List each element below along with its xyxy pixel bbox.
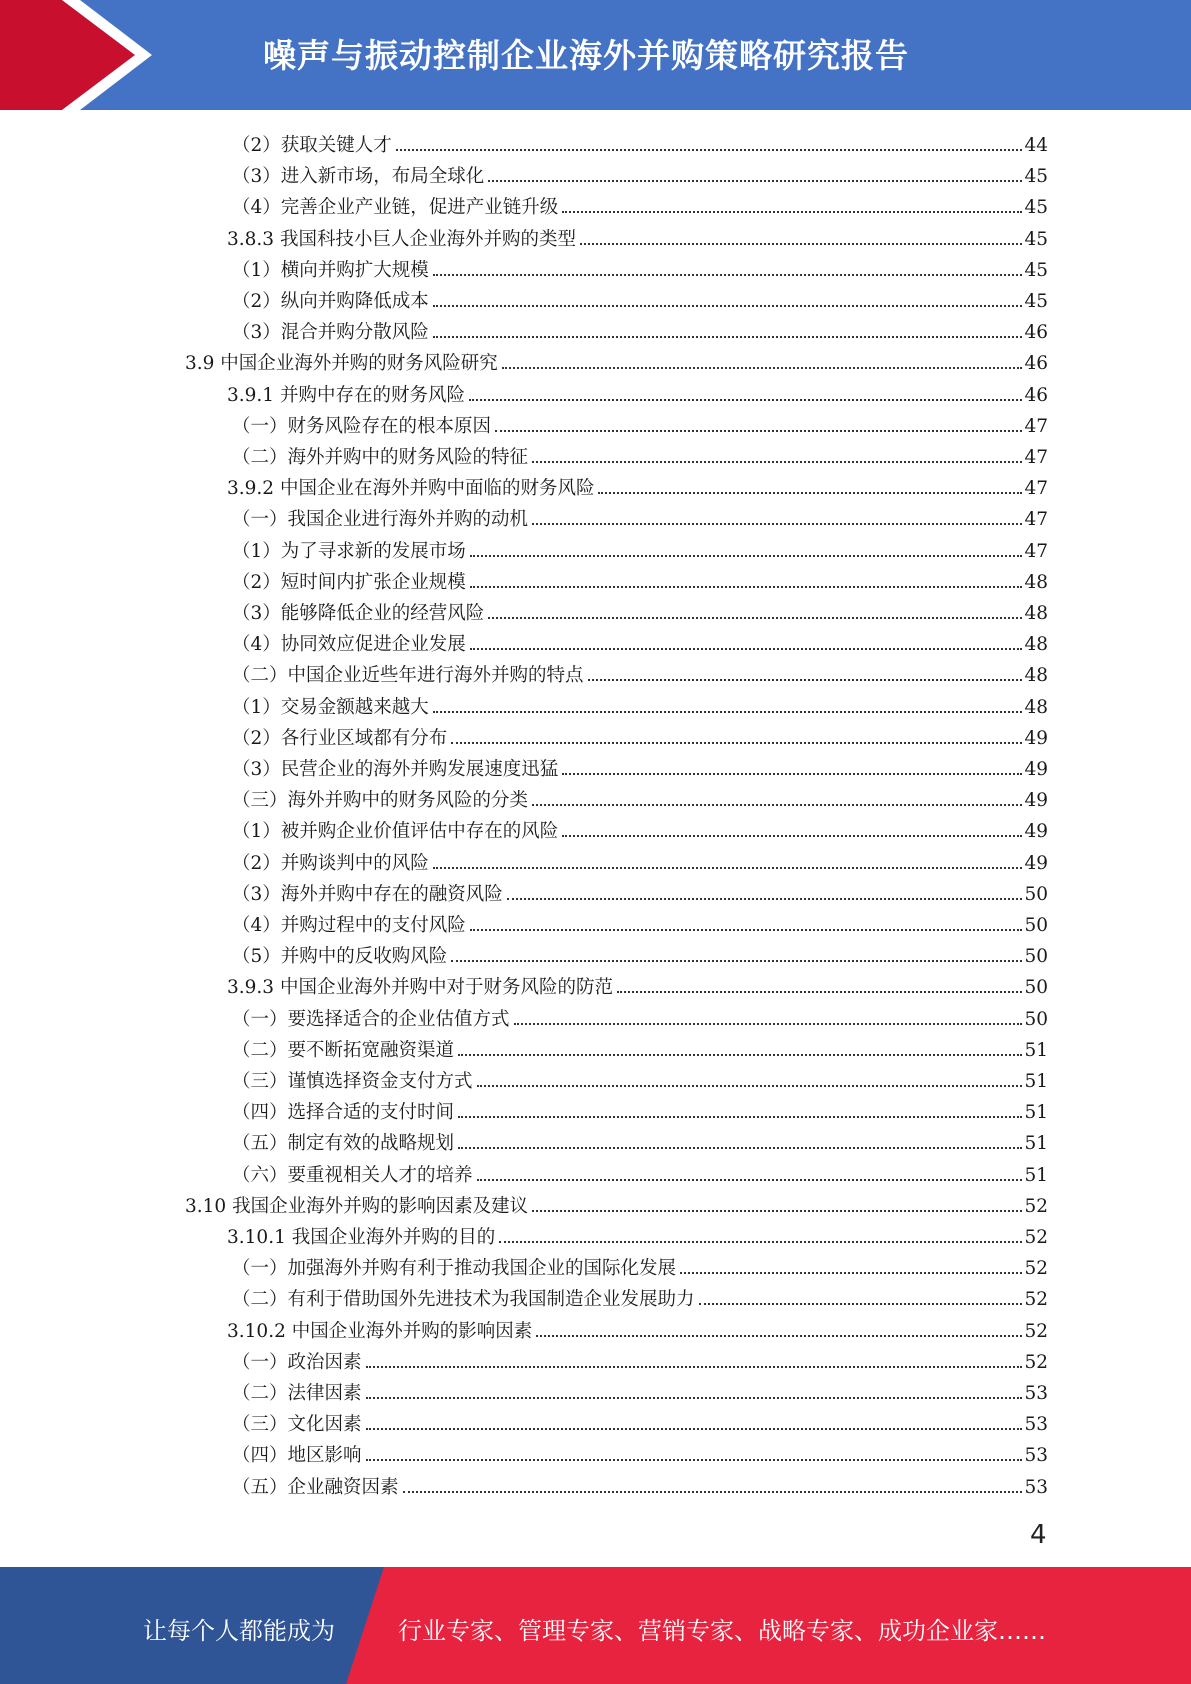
toc-entry-title: （一）财务风险存在的根本原因 bbox=[232, 415, 492, 437]
toc-entry-title: （2）并购谈判中的风险 bbox=[232, 852, 429, 874]
toc-dot-leader bbox=[532, 461, 1022, 463]
toc-entry[interactable] bbox=[232, 656, 1048, 687]
toc-entry-title: （五）企业融资因素 bbox=[232, 1476, 399, 1498]
toc-entry[interactable] bbox=[232, 937, 1048, 968]
toc-entry-title: （一）我国企业进行海外并购的动机 bbox=[232, 509, 529, 531]
toc-entry-page: 51 bbox=[1024, 1071, 1048, 1092]
toc-entry[interactable] bbox=[232, 844, 1048, 875]
toc-entry-page: 53 bbox=[1024, 1414, 1048, 1436]
toc-entry-page: 48 bbox=[1024, 696, 1048, 718]
toc-dot-leader bbox=[366, 1459, 1023, 1461]
toc-entry-title: （1）横向并购扩大规模 bbox=[232, 259, 429, 281]
toc-entry-title: （1）被并购企业价值评估中存在的风险 bbox=[232, 821, 559, 843]
toc-dot-leader bbox=[580, 243, 1022, 245]
toc-entry-title: （三）海外并购中的财务风险的分类 bbox=[232, 790, 529, 812]
toc-entry-title: （1）交易金额越来越大 bbox=[232, 696, 429, 718]
toc-entry-page: 49 bbox=[1024, 727, 1048, 749]
toc-dot-leader bbox=[562, 773, 1022, 775]
toc-dot-leader bbox=[495, 430, 1022, 432]
toc-entry-title: （3）能够降低企业的经营风险 bbox=[232, 603, 485, 624]
toc-entry-page: 48 bbox=[1024, 571, 1048, 593]
toc-entry[interactable] bbox=[232, 1405, 1048, 1436]
toc-dot-leader bbox=[396, 149, 1023, 151]
toc-entry[interactable] bbox=[232, 906, 1048, 937]
toc-dot-leader bbox=[499, 1241, 1022, 1243]
toc-entry-page: 46 bbox=[1024, 353, 1048, 375]
toc-dot-leader bbox=[451, 742, 1022, 744]
toc-dot-leader bbox=[488, 180, 1022, 182]
toc-entry-page: 45 bbox=[1024, 259, 1048, 281]
toc-dot-leader bbox=[617, 991, 1022, 993]
toc-entry[interactable] bbox=[232, 500, 1048, 531]
toc-dot-leader bbox=[514, 1023, 1023, 1025]
toc-entry-title: （三）谨慎选择资金支付方式 bbox=[232, 1071, 473, 1092]
toc-entry-page: 47 bbox=[1024, 540, 1048, 562]
toc-entry[interactable] bbox=[185, 1187, 1048, 1218]
toc-entry-title: （3）海外并购中存在的融资风险 bbox=[232, 883, 503, 905]
toc-entry[interactable] bbox=[232, 719, 1048, 750]
toc-dot-leader bbox=[502, 367, 1023, 369]
toc-entry-page: 46 bbox=[1024, 322, 1048, 344]
toc-entry-title: （一）政治因素 bbox=[232, 1351, 362, 1373]
toc-entry[interactable] bbox=[232, 1249, 1048, 1280]
toc-entry-page: 47 bbox=[1024, 478, 1048, 500]
toc-entry-page: 52 bbox=[1024, 1195, 1048, 1217]
toc-entry-page: 50 bbox=[1024, 1008, 1048, 1030]
toc-entry-page: 51 bbox=[1024, 1164, 1048, 1186]
toc-dot-leader bbox=[469, 399, 1022, 401]
toc-entry-title: （一）要选择适合的企业估值方式 bbox=[232, 1008, 510, 1030]
toc-entry-title: （3）民营企业的海外并购发展速度迅猛 bbox=[232, 759, 559, 780]
toc-entry-page: 47 bbox=[1024, 447, 1048, 468]
toc-dot-leader bbox=[366, 1397, 1023, 1399]
toc-entry-page: 53 bbox=[1024, 1383, 1048, 1404]
toc-entry-page: 52 bbox=[1024, 1227, 1048, 1248]
toc-entry[interactable] bbox=[232, 532, 1048, 563]
toc-entry[interactable] bbox=[232, 1031, 1048, 1062]
toc-dot-leader bbox=[451, 960, 1022, 962]
toc-entry-title: （二）法律因素 bbox=[232, 1383, 362, 1404]
toc-entry[interactable] bbox=[232, 781, 1048, 812]
toc-entry[interactable] bbox=[232, 1093, 1048, 1124]
toc-dot-leader bbox=[562, 211, 1022, 213]
toc-dot-leader bbox=[699, 1303, 1023, 1305]
toc-dot-leader bbox=[470, 929, 1023, 931]
toc-entry-page: 50 bbox=[1024, 883, 1048, 905]
toc-entry-title: （四）选择合适的支付时间 bbox=[232, 1102, 455, 1124]
toc-entry[interactable] bbox=[232, 1000, 1048, 1031]
toc-entry[interactable] bbox=[232, 407, 1048, 438]
toc-entry-page: 53 bbox=[1024, 1445, 1048, 1467]
toc-entry[interactable] bbox=[232, 594, 1048, 625]
toc-entry[interactable] bbox=[232, 1280, 1048, 1311]
toc-entry[interactable] bbox=[227, 1312, 1048, 1343]
toc-entry-page: 49 bbox=[1024, 852, 1048, 874]
toc-entry-page: 50 bbox=[1024, 915, 1048, 936]
toc-entry[interactable] bbox=[232, 1062, 1048, 1093]
toc-dot-leader bbox=[532, 804, 1022, 806]
toc-entry-title: （六）要重视相关人才的培养 bbox=[232, 1164, 473, 1186]
toc-dot-leader bbox=[366, 1428, 1023, 1430]
toc-entry-title: 3.9 中国企业海外并购的财务风险研究 bbox=[185, 353, 498, 375]
toc-entry-title: （4）完善企业产业链，促进产业链升级 bbox=[232, 197, 559, 219]
toc-entry-title: （三）文化因素 bbox=[232, 1414, 362, 1436]
toc-dot-leader bbox=[532, 1210, 1022, 1212]
toc-entry[interactable] bbox=[232, 438, 1048, 469]
toc-entry[interactable] bbox=[232, 282, 1048, 313]
toc-entry-page: 51 bbox=[1024, 1102, 1048, 1124]
page-number: 4 bbox=[1030, 1520, 1047, 1550]
toc-dot-leader bbox=[598, 492, 1022, 494]
toc-entry-title: 3.9.2 中国企业在海外并购中面临的财务风险 bbox=[227, 478, 595, 500]
toc-entry-title: （3）进入新市场，布局全球化 bbox=[232, 166, 485, 188]
toc-dot-leader bbox=[507, 898, 1023, 900]
toc-dot-leader bbox=[680, 1272, 1022, 1274]
toc-entry-page: 50 bbox=[1024, 946, 1048, 968]
toc-entry[interactable] bbox=[232, 1156, 1048, 1187]
toc-entry-page: 51 bbox=[1024, 1133, 1048, 1155]
toc-entry[interactable] bbox=[227, 1218, 1048, 1249]
toc-entry[interactable] bbox=[232, 563, 1048, 594]
toc-entry[interactable] bbox=[232, 1468, 1048, 1499]
toc-dot-leader bbox=[470, 648, 1023, 650]
toc-entry-title: （四）地区影响 bbox=[232, 1445, 362, 1467]
toc-dot-leader bbox=[433, 867, 1023, 869]
toc-entry-title: 3.9.3 中国企业海外并购中对于财务风险的防范 bbox=[227, 977, 613, 999]
toc-entry[interactable] bbox=[232, 1374, 1048, 1405]
toc-entry[interactable] bbox=[232, 157, 1048, 188]
header-banner bbox=[0, 0, 1191, 110]
toc-entry-title: （二）中国企业近些年进行海外并购的特点 bbox=[232, 665, 584, 687]
toc-dot-leader bbox=[470, 586, 1023, 588]
toc-entry-page: 48 bbox=[1024, 634, 1048, 656]
toc-entry-title: （二）要不断拓宽融资渠道 bbox=[232, 1039, 455, 1061]
footer-slogan-left: 让每个人都能成为 bbox=[143, 1617, 335, 1645]
toc-entry-title: 3.10.2 中国企业海外并购的影响因素 bbox=[227, 1320, 533, 1342]
toc-entry-page: 45 bbox=[1024, 228, 1048, 250]
toc-entry-page: 46 bbox=[1024, 384, 1048, 406]
toc-entry-page: 45 bbox=[1024, 197, 1048, 219]
toc-entry-page: 45 bbox=[1024, 291, 1048, 312]
toc-dot-leader bbox=[403, 1491, 1023, 1493]
toc-entry-page: 45 bbox=[1024, 166, 1048, 188]
toc-dot-leader bbox=[433, 711, 1023, 713]
toc-entry-page: 47 bbox=[1024, 415, 1048, 437]
toc-entry-page: 49 bbox=[1024, 821, 1048, 843]
toc-entry-title: （2）各行业区域都有分布 bbox=[232, 727, 448, 749]
footer-banner bbox=[0, 1567, 1191, 1684]
toc-dot-leader bbox=[477, 1085, 1023, 1087]
toc-entry-title: 3.8.3 我国科技小巨人企业海外并购的类型 bbox=[227, 228, 576, 250]
toc-entry-page: 52 bbox=[1024, 1320, 1048, 1342]
report-title: 噪声与振动控制企业海外并购策略研究报告 bbox=[263, 36, 909, 75]
toc-entry[interactable] bbox=[232, 1436, 1048, 1467]
toc-entry-page: 53 bbox=[1024, 1476, 1048, 1498]
toc-dot-leader bbox=[532, 523, 1022, 525]
toc-entry-page: 50 bbox=[1024, 977, 1048, 999]
toc-dot-leader bbox=[458, 1116, 1022, 1118]
toc-entry-title: （1）为了寻求新的发展市场 bbox=[232, 540, 466, 562]
toc-entry-title: （二）有利于借助国外先进技术为我国制造企业发展助力 bbox=[232, 1289, 695, 1311]
toc-entry[interactable] bbox=[232, 625, 1048, 656]
toc-entry[interactable] bbox=[232, 750, 1048, 781]
toc-entry-page: 48 bbox=[1024, 603, 1048, 624]
toc-entry-page: 52 bbox=[1024, 1258, 1048, 1280]
toc-entry[interactable] bbox=[232, 1343, 1048, 1374]
toc-entry-page: 44 bbox=[1024, 135, 1048, 156]
toc-entry[interactable] bbox=[185, 344, 1048, 375]
toc-entry-title: （一）加强海外并购有利于推动我国企业的国际化发展 bbox=[232, 1258, 677, 1280]
toc-dot-leader bbox=[433, 274, 1023, 276]
toc-dot-leader bbox=[562, 835, 1022, 837]
toc-dot-leader bbox=[366, 1366, 1023, 1368]
toc-entry[interactable] bbox=[232, 313, 1048, 344]
toc-entry-page: 52 bbox=[1024, 1351, 1048, 1373]
toc-entry-title: （五）制定有效的战略规划 bbox=[232, 1133, 455, 1155]
toc-entry[interactable] bbox=[227, 469, 1048, 500]
toc-entry-title: （5）并购中的反收购风险 bbox=[232, 946, 448, 968]
toc-entry-title: （3）混合并购分散风险 bbox=[232, 322, 429, 344]
toc-entry[interactable] bbox=[232, 188, 1048, 219]
toc-entry-page: 49 bbox=[1024, 759, 1048, 780]
toc-dot-leader bbox=[488, 617, 1022, 619]
toc-dot-leader bbox=[588, 679, 1023, 681]
toc-entry-title: （二）海外并购中的财务风险的特征 bbox=[232, 447, 529, 468]
toc-dot-leader bbox=[458, 1147, 1022, 1149]
toc-entry-page: 49 bbox=[1024, 790, 1048, 812]
toc-dot-leader bbox=[433, 336, 1023, 338]
toc-entry[interactable] bbox=[227, 220, 1048, 251]
toc-entry-page: 52 bbox=[1024, 1289, 1048, 1311]
toc-entry[interactable] bbox=[232, 251, 1048, 282]
toc-entry-title: 3.10.1 我国企业海外并购的目的 bbox=[227, 1227, 496, 1248]
toc-entry-title: （2）短时间内扩张企业规模 bbox=[232, 571, 466, 593]
toc-entry[interactable] bbox=[227, 376, 1048, 407]
toc-entry[interactable] bbox=[232, 875, 1048, 906]
toc-entry-page: 47 bbox=[1024, 509, 1048, 531]
toc-dot-leader bbox=[470, 555, 1023, 557]
toc-dot-leader bbox=[536, 1335, 1022, 1337]
footer-slogan-right: 行业专家、管理专家、营销专家、战略专家、成功企业家…… bbox=[398, 1617, 1046, 1645]
toc-entry-title: 3.9.1 并购中存在的财务风险 bbox=[227, 384, 465, 406]
toc-entry-title: （2）纵向并购降低成本 bbox=[232, 291, 429, 312]
toc-entry-title: （4）协同效应促进企业发展 bbox=[232, 634, 466, 656]
toc-entry-page: 48 bbox=[1024, 665, 1048, 687]
toc-entry[interactable] bbox=[227, 968, 1048, 999]
toc-entry-title: （2）获取关键人才 bbox=[232, 135, 392, 156]
toc-entry[interactable] bbox=[232, 126, 1048, 157]
toc-dot-leader bbox=[433, 305, 1023, 307]
toc-entry-title: 3.10 我国企业海外并购的影响因素及建议 bbox=[185, 1195, 529, 1217]
toc-dot-leader bbox=[458, 1054, 1022, 1056]
toc-dot-leader bbox=[477, 1179, 1023, 1181]
toc-entry-title: （4）并购过程中的支付风险 bbox=[232, 915, 466, 936]
toc-entry[interactable] bbox=[232, 812, 1048, 843]
toc-entry[interactable] bbox=[232, 1124, 1048, 1155]
toc-entry-page: 51 bbox=[1024, 1039, 1048, 1061]
toc-entry[interactable] bbox=[232, 688, 1048, 719]
